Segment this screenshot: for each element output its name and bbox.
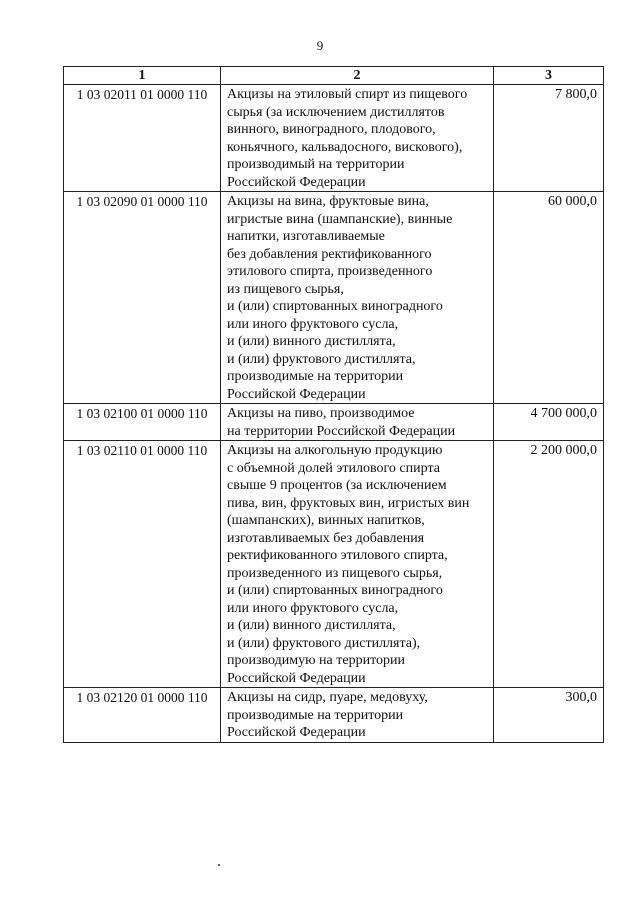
description-line: ректификованного этилового спирта, [227, 548, 448, 563]
budget-table [63, 66, 604, 743]
description-line: Российской Федерации [227, 670, 366, 686]
description-cell [221, 404, 494, 441]
description-line: производимый на территории [227, 157, 405, 172]
description-line: коньячного, кальвадосного, вискового), [227, 139, 463, 155]
description-cell [221, 688, 494, 743]
description-line: Российской Федерации [227, 174, 366, 190]
description-line: Акцизы на пиво, производимое [227, 406, 415, 421]
description-line: пива, вин, фруктовых вин, игристых вин [227, 495, 470, 511]
description-line: изготавливаемых без добавления [227, 530, 425, 546]
description-line: производимые на территории [227, 707, 404, 723]
description-cell [221, 192, 494, 404]
description-line: (шампанских), винных напитков, [227, 513, 425, 528]
description-line: Акцизы на алкогольную продукцию [227, 443, 443, 458]
description-line: напитки, изготавливаемые [227, 229, 385, 244]
budget-code-cell: 1 03 02120 01 0000 110 [64, 688, 221, 743]
description-line: Акцизы на сидр, пуаре, медовуху, [227, 690, 428, 705]
column-header-amount: 3 [494, 67, 604, 85]
description-cell [221, 441, 494, 688]
description-line: производимые на территории [227, 369, 404, 384]
description-line: Российской Федерации [227, 386, 366, 402]
description-line: или иного фруктового сусла, [227, 600, 399, 616]
budget-code-cell: 1 03 02011 01 0000 110 [64, 85, 221, 192]
description-line: Российской Федерации [227, 725, 366, 740]
description-line: Акцизы на этиловый спирт из пищевого [227, 87, 468, 102]
budget-code-cell: 1 03 02100 01 0000 110 [64, 404, 221, 441]
description-line: и (или) винного дистиллята, [227, 618, 396, 633]
amount-cell: 2 200 000,0 [494, 441, 604, 688]
description-line: и (или) спиртованных виноградного [227, 583, 443, 598]
table-row [64, 441, 604, 688]
amount-cell: 300,0 [494, 688, 604, 743]
description-line: из пищевого сырья, [227, 281, 344, 297]
table-row [64, 85, 604, 192]
table-row [64, 688, 604, 743]
description-line: произведенного из пищевого сырья, [227, 565, 443, 581]
description-line: игристые вина (шампанские), винные [227, 211, 453, 227]
description-line: и (или) спиртованных виноградного [227, 299, 443, 314]
description-line: сырья (за исключением дистиллятов [227, 104, 445, 120]
description-line: без добавления ректификованного [227, 246, 432, 262]
scan-speck [218, 864, 220, 866]
description-cell [221, 85, 494, 192]
table-row [64, 192, 604, 404]
amount-cell: 7 800,0 [494, 85, 604, 192]
amount-cell: 4 700 000,0 [494, 404, 604, 441]
description-line: на территории Российской Федерации [227, 423, 456, 439]
description-line: свыше 9 процентов (за исключением [227, 478, 447, 493]
amount-cell: 60 000,0 [494, 192, 604, 404]
page-number: 9 [316, 38, 324, 53]
table-row [64, 404, 604, 441]
column-header-code: 1 [64, 67, 221, 85]
description-line: с объемной долей этилового спирта [227, 460, 440, 476]
column-header-description: 2 [221, 67, 494, 85]
description-line: или иного фруктового сусла, [227, 316, 399, 332]
table-header-row [64, 67, 604, 85]
description-line: этилового спирта, произведенного [227, 264, 433, 279]
budget-code-cell: 1 03 02090 01 0000 110 [64, 192, 221, 404]
description-line: и (или) фруктового дистиллята, [227, 351, 416, 367]
budget-code-cell: 1 03 02110 01 0000 110 [64, 441, 221, 688]
description-line: винного, виноградного, плодового, [227, 122, 436, 137]
description-line: Акцизы на вина, фруктовые вина, [227, 194, 429, 209]
description-line: и (или) фруктового дистиллята), [227, 635, 421, 651]
description-line: производимую на территории [227, 653, 406, 668]
description-line: и (или) винного дистиллята, [227, 334, 396, 349]
